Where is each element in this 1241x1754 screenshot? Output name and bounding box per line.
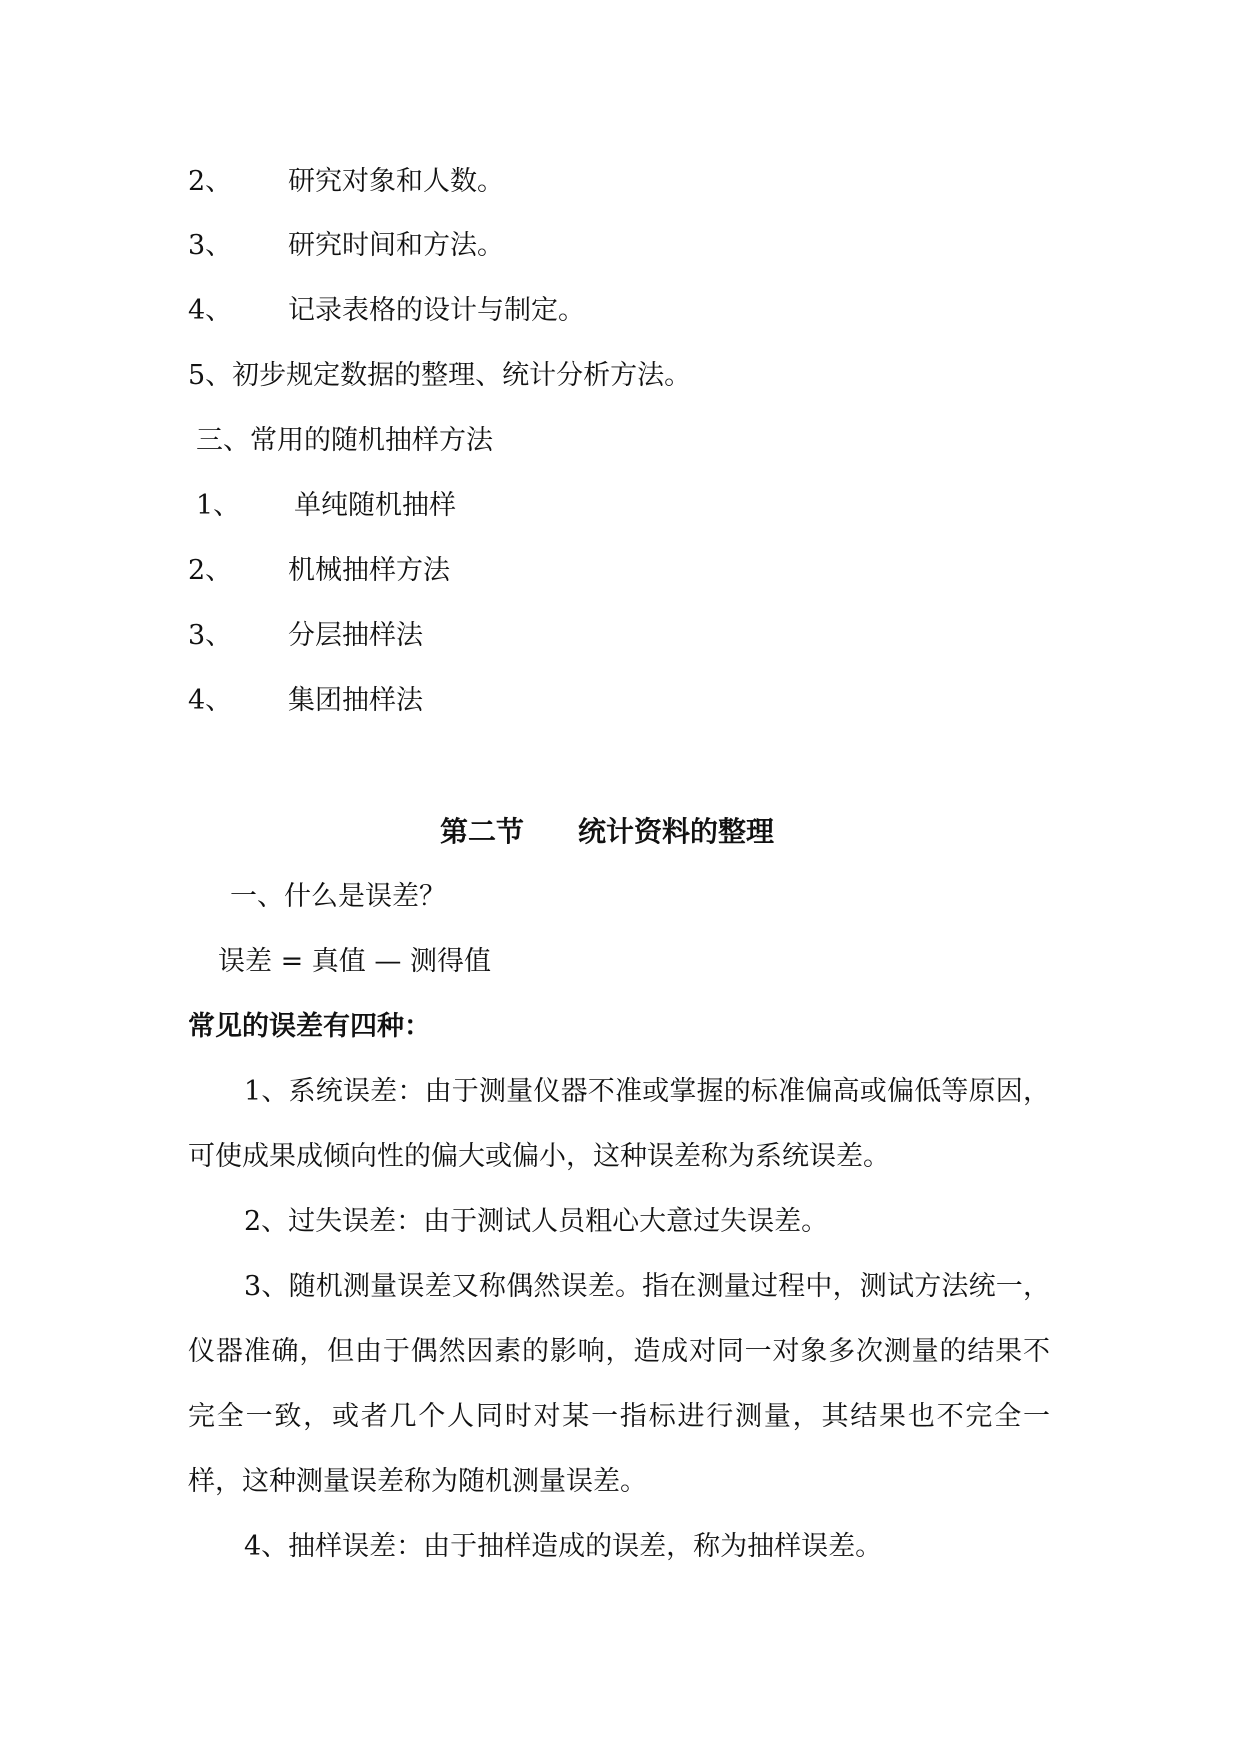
list-item-text: 记录表格的设计与制定。 [288, 295, 585, 326]
list-item-text: 研究时间和方法。 [288, 230, 504, 261]
errors-heading-text: 常见的误差有四种： [188, 1011, 431, 1042]
paragraph: 3、随机测量误差又称偶然误差。指在测量过程中，测试方法统一，仪器准确，但由于偶然因素的影响，造成对同一对象多次测量的结果不完全一致，或者几个人同时对某一指标进行测量，其结果也不完全一样，这种测量误差称为随机测量误差。 [188, 1271, 1050, 1497]
section-heading-text: 三、常用的随机抽样方法 [196, 425, 493, 456]
section-title-text: 统计资料的整理 [578, 815, 775, 848]
paragraph: 4、抽样误差：由于抽样造成的误差，称为抽样误差。 [244, 1531, 883, 1562]
list-item-text: 单纯随机抽样 [294, 490, 456, 521]
list-item-number: 1、 [196, 490, 241, 521]
list-item-number: 2、 [188, 555, 233, 586]
list-item-text: 研究对象和人数。 [288, 166, 504, 197]
paragraph: 2、过失误差：由于测试人员粗心大意过失误差。 [244, 1206, 829, 1237]
paragraph: 1、系统误差：由于测量仪器不准或掌握的标准偏高或偏低等原因，可使成果成倾向性的偏大或偏小，这种误差称为系统误差。 [188, 1076, 1050, 1172]
list-item-text: 分层抽样法 [288, 620, 423, 651]
list-item-text: 5、初步规定数据的整理、统计分析方法。 [188, 360, 692, 391]
list-item-number: 3、 [188, 230, 233, 261]
section-number: 第二节 [440, 815, 525, 848]
list-item-number: 4、 [188, 685, 233, 716]
list-item-text: 机械抽样方法 [288, 555, 450, 586]
question-text: 一、什么是误差？ [230, 881, 446, 912]
list-item-number: 2、 [188, 166, 233, 197]
formula-text: 误差 = 真值 — 测得值 [218, 946, 491, 977]
list-item-number: 3、 [188, 620, 233, 651]
list-item-text: 集团抽样法 [288, 685, 423, 716]
list-item-number: 4、 [188, 295, 233, 326]
